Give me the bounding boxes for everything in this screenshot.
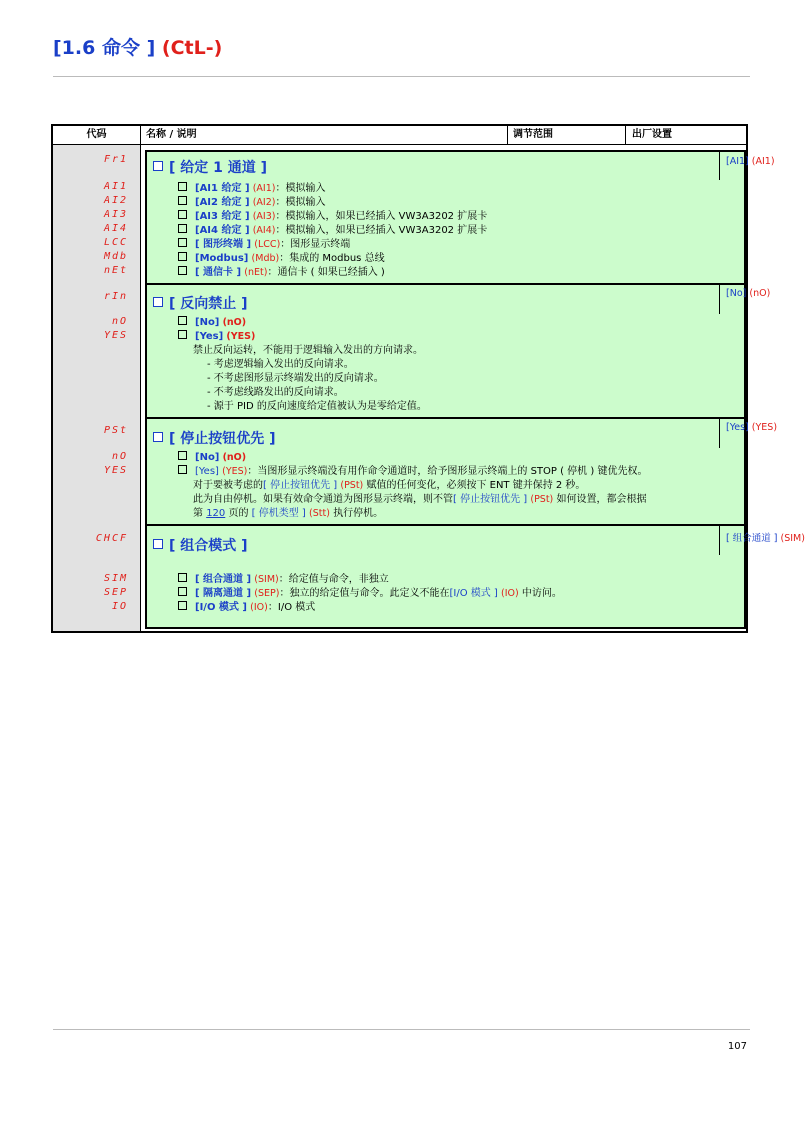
range-divider-3 — [719, 417, 720, 448]
page-title-main: [1.6 命令 ] — [53, 37, 156, 59]
option-lcc — [178, 238, 350, 252]
page-number: 107 — [727, 1041, 747, 1052]
param-link[interactable]: [ 停止按钮优先 ] — [453, 494, 528, 505]
param-abbr: (IO) — [501, 588, 519, 599]
param-abbr: (PSt) — [530, 494, 554, 505]
option-name: [I/O 模式 ] — [195, 602, 247, 613]
checkbox-icon — [178, 196, 187, 205]
pst-line-2 — [193, 479, 585, 493]
option-abbr: (AI4) — [252, 225, 276, 236]
factory-chcf-name: [ 组合通道 ] — [726, 533, 778, 544]
range-divider-4 — [719, 524, 720, 555]
option-desc: ：集成的 Modbus 总线 — [279, 253, 385, 264]
option-rin-yes — [178, 330, 255, 344]
code-pst: PSt — [103, 425, 128, 436]
text: 此为自由停机。如果有效命令通道为图形显示终端，则不管 — [193, 494, 453, 505]
option-sep — [178, 587, 562, 601]
option-abbr: (YES) — [222, 466, 248, 477]
option-net — [178, 266, 385, 280]
text: 页的 — [228, 508, 249, 519]
code-net: nEt — [103, 265, 128, 276]
text: 如何设置，都会根据 — [556, 494, 647, 505]
option-mdb — [178, 252, 385, 266]
header-name: 名称 / 说明 — [141, 126, 508, 145]
option-rin-no — [178, 316, 246, 330]
rin-bullet-2: - 不考虑图形显示终端发出的反向请求。 — [207, 373, 384, 384]
code-pst-yes: YES — [103, 465, 128, 476]
page-title-code: (CtL-) — [161, 37, 223, 59]
option-ai3 — [178, 210, 487, 224]
section-title-rin — [153, 293, 248, 313]
row-divider-2 — [147, 417, 744, 419]
checkbox-icon — [178, 252, 187, 261]
section-title-fr1-text: [ 给定 1 通道 ] — [169, 160, 268, 176]
factory-pst — [726, 422, 777, 433]
option-desc: ：独立的给定值与命令。此定义不能在 — [279, 588, 450, 599]
code-pst-no: nO — [111, 451, 128, 462]
section-title-chcf — [153, 535, 248, 555]
pst-line-3 — [193, 493, 646, 507]
code-column — [53, 145, 141, 631]
code-rin-no: nO — [111, 316, 128, 327]
option-abbr: (nO) — [222, 452, 247, 463]
option-abbr: (AI1) — [252, 183, 276, 194]
option-abbr: (LCC) — [254, 239, 281, 250]
text: 对于要被考虑的 — [193, 480, 263, 491]
code-ai1: AI1 — [103, 181, 128, 192]
option-desc: ：I/O 模式 — [267, 602, 316, 613]
code-fr1: Fr1 — [103, 154, 128, 165]
option-abbr: (nEt) — [244, 267, 268, 278]
option-name: [ 组合通道 ] — [195, 574, 252, 585]
code-sep: SEP — [103, 587, 128, 598]
option-desc: ：通信卡 ( 如果已经插入 ) — [267, 267, 385, 278]
option-name: [ 图形终端 ] — [195, 239, 252, 250]
option-abbr: (nO) — [222, 317, 247, 328]
code-ai2: AI2 — [103, 195, 128, 206]
option-name: [ 隔离通道 ] — [195, 588, 252, 599]
checkbox-icon — [153, 432, 163, 442]
option-desc: ：图形显示终端 — [280, 239, 351, 250]
option-desc: 中访问。 — [521, 588, 562, 599]
factory-fr1-code: (AI1) — [751, 156, 775, 167]
description-area — [145, 150, 805, 629]
checkbox-icon — [178, 316, 187, 325]
option-desc: ：模拟输入 — [275, 183, 326, 194]
option-pst-no — [178, 451, 246, 465]
text: 赋值的任何变化，必须按下 ENT 键并保持 2 秒。 — [366, 480, 586, 491]
checkbox-icon — [178, 266, 187, 275]
row-divider-3 — [147, 524, 744, 526]
code-lcc: LCC — [103, 237, 128, 248]
code-io: IO — [111, 601, 128, 612]
option-abbr: (AI3) — [252, 211, 276, 222]
checkbox-icon — [178, 182, 187, 191]
option-abbr: (AI2) — [252, 197, 276, 208]
option-name: [AI2 给定 ] — [195, 197, 250, 208]
param-link[interactable]: [ 停止按钮优先 ] — [263, 480, 338, 491]
option-ai4 — [178, 224, 487, 238]
text: 执行停机。 — [333, 508, 384, 519]
code-ai3: AI3 — [103, 209, 128, 220]
option-abbr: (SIM) — [254, 574, 279, 585]
option-name: [AI1 给定 ] — [195, 183, 250, 194]
checkbox-icon — [153, 161, 163, 171]
option-desc: ：模拟输入，如果已经插入 VW3A3202 扩展卡 — [275, 225, 488, 236]
option-name: [AI3 给定 ] — [195, 211, 250, 222]
code-sim: SIM — [103, 573, 128, 584]
section-title-pst-text: [ 停止按钮优先 ] — [169, 431, 276, 447]
checkbox-icon — [178, 451, 187, 460]
factory-pst-code: (YES) — [751, 422, 778, 433]
row-divider-1 — [147, 283, 744, 285]
option-io — [178, 601, 315, 615]
range-divider-2 — [719, 283, 720, 314]
factory-fr1 — [726, 156, 775, 167]
option-abbr: (Mdb) — [251, 253, 280, 264]
rin-bullet-3: - 不考虑线路发出的反向请求。 — [207, 387, 344, 398]
rin-description: 禁止反向运转，不能用于逻辑输入发出的方向请求。 — [193, 345, 423, 356]
section-title-pst — [153, 428, 276, 448]
option-pst-yes — [178, 465, 647, 479]
factory-rin-code: (nO) — [749, 288, 771, 299]
option-name: [Yes] — [195, 331, 224, 342]
factory-pst-name: [Yes] — [726, 422, 749, 433]
factory-fr1-name: [AI1] — [726, 156, 749, 167]
top-divider — [53, 76, 750, 77]
checkbox-icon — [178, 587, 187, 596]
section-title-rin-text: [ 反向禁止 ] — [169, 296, 248, 312]
header-code: 代码 — [53, 126, 141, 145]
page-title — [53, 33, 222, 60]
checkbox-icon — [178, 238, 187, 247]
param-abbr: (PSt) — [340, 480, 364, 491]
checkbox-icon — [153, 539, 163, 549]
code-rin: rIn — [103, 291, 128, 302]
checkbox-icon — [178, 330, 187, 339]
pst-line-4 — [193, 507, 383, 521]
bottom-divider — [53, 1029, 750, 1030]
option-desc: ：模拟输入，如果已经插入 VW3A3202 扩展卡 — [275, 211, 488, 222]
page-link[interactable]: 120 — [206, 508, 226, 519]
factory-rin-name: [No] — [726, 288, 747, 299]
text: 第 — [193, 508, 203, 519]
factory-rin — [726, 288, 770, 299]
option-abbr: (YES) — [226, 331, 256, 342]
range-divider-1 — [719, 152, 720, 180]
factory-chcf — [726, 530, 805, 544]
option-name: [AI4 给定 ] — [195, 225, 250, 236]
param-link[interactable]: [ 停机类型 ] — [251, 508, 306, 519]
code-ai4: AI4 — [103, 223, 128, 234]
checkbox-icon — [178, 573, 187, 582]
factory-chcf-code: (SIM) — [780, 533, 805, 544]
checkbox-icon — [178, 210, 187, 219]
code-mdb: Mdb — [103, 251, 128, 262]
option-name: [ 通信卡 ] — [195, 267, 242, 278]
option-abbr: (IO) — [250, 602, 268, 613]
checkbox-icon — [178, 224, 187, 233]
option-desc: ：模拟输入 — [275, 197, 326, 208]
option-abbr: (SEP) — [254, 588, 280, 599]
option-name: [No] — [195, 452, 220, 463]
checkbox-icon — [153, 297, 163, 307]
option-desc: ：当图形显示终端没有用作命令通道时，给予图形显示终端上的 STOP ( 停机 ) 键优先权。 — [247, 466, 648, 477]
option-name: [No] — [195, 317, 220, 328]
param-abbr: (Stt) — [309, 508, 330, 519]
option-name: [Modbus] — [195, 253, 249, 264]
param-link[interactable]: [I/O 模式 ] — [449, 588, 498, 599]
parameter-table — [51, 124, 805, 633]
option-sim — [178, 573, 389, 587]
section-title-fr1 — [153, 157, 267, 177]
option-desc: ：给定值与命令，非独立 — [278, 574, 389, 585]
option-ai2 — [178, 196, 325, 210]
code-rin-yes: YES — [103, 330, 128, 341]
table-header — [53, 126, 746, 145]
option-name: [Yes] — [195, 466, 219, 477]
checkbox-icon — [178, 465, 187, 474]
rin-bullet-1: - 考虑逻辑输入发出的反向请求。 — [207, 359, 354, 370]
option-ai1 — [178, 182, 325, 196]
header-range: 调节范围 — [508, 126, 626, 145]
section-title-chcf-text: [ 组合模式 ] — [169, 538, 248, 554]
rin-bullet-4: - 源于 PID 的反向速度给定值被认为是零给定值。 — [207, 401, 427, 412]
checkbox-icon — [178, 601, 187, 610]
code-chcf: CHCF — [95, 533, 128, 544]
header-factory: 出厂设置 — [632, 129, 672, 140]
